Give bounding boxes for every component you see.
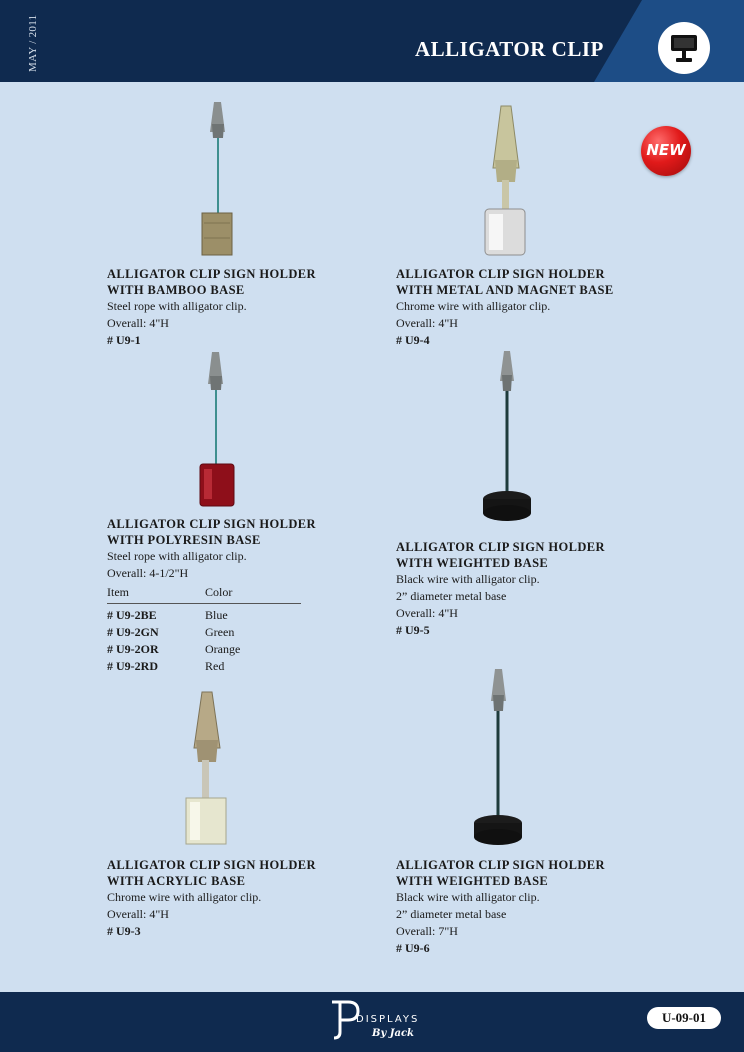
page-title: ALLIGATOR CLIP	[415, 37, 604, 61]
product-title: ALLIGATOR CLIP SIGN HOLDER WITH WEIGHTED BASE	[396, 858, 605, 888]
col-item-header: Item	[107, 585, 129, 599]
product-description: Steel rope with alligator clip.	[107, 549, 247, 563]
product-title: ALLIGATOR CLIP SIGN HOLDER WITH BAMBOO BASE	[107, 267, 316, 297]
product-u9-1	[107, 267, 316, 349]
table-row	[107, 624, 301, 641]
table-row	[107, 607, 301, 624]
product-title: ALLIGATOR CLIP SIGN HOLDER WITH METAL AND MAGNET BASE	[396, 267, 614, 297]
variant-color: Blue	[205, 608, 228, 622]
product-u9-5	[396, 540, 605, 639]
product-description: Black wire with alligator clip.	[396, 572, 540, 586]
product-image-weighted-7in	[468, 665, 528, 855]
table-row	[107, 658, 301, 675]
new-badge	[641, 126, 691, 176]
product-base-size: 2” diameter metal base	[396, 589, 507, 603]
product-size: Overall: 4"H	[396, 316, 458, 330]
page-footer	[0, 992, 744, 1052]
brand-logo	[326, 994, 426, 1044]
product-size: Overall: 4"H	[396, 606, 458, 620]
product-description: Black wire with alligator clip.	[396, 890, 540, 904]
product-code: # U9-1	[107, 333, 141, 347]
product-u9-4	[396, 267, 614, 349]
col-color-header: Color	[205, 585, 233, 599]
product-title: ALLIGATOR CLIP SIGN HOLDER WITH WEIGHTED BASE	[396, 540, 605, 570]
variant-table-header	[107, 584, 301, 604]
product-code: # U9-6	[396, 941, 430, 955]
product-u9-3	[107, 858, 316, 940]
product-base-size: 2” diameter metal base	[396, 907, 507, 921]
product-size: Overall: 7"H	[396, 924, 458, 938]
variant-code: # U9-2GN	[107, 625, 159, 639]
product-size: Overall: 4"H	[107, 907, 169, 921]
logo-text: DISPLAYS	[356, 1014, 420, 1025]
product-code: # U9-4	[396, 333, 430, 347]
product-title: ALLIGATOR CLIP SIGN HOLDER WITH ACRYLIC BASE	[107, 858, 316, 888]
product-title: ALLIGATOR CLIP SIGN HOLDER WITH POLYRESIN BASE	[107, 517, 316, 547]
product-image-metal-magnet	[475, 104, 535, 264]
product-description: Steel rope with alligator clip.	[107, 299, 247, 313]
variant-code: # U9-2RD	[107, 659, 158, 673]
product-size: Overall: 4-1/2"H	[107, 566, 189, 580]
product-image-bamboo	[190, 98, 245, 258]
product-u9-2	[107, 517, 316, 675]
table-row	[107, 641, 301, 658]
product-image-polyresin	[188, 348, 248, 510]
page-header	[0, 0, 744, 82]
product-image-weighted-4in	[478, 347, 538, 537]
product-description: Chrome wire with alligator clip.	[396, 299, 551, 313]
page-number: U-09-01	[647, 1007, 721, 1029]
variant-color: Red	[205, 659, 225, 673]
product-size: Overall: 4"H	[107, 316, 169, 330]
logo-subtext: By Jack	[372, 1028, 414, 1039]
variant-color: Green	[205, 625, 235, 639]
variant-color: Orange	[205, 642, 241, 656]
product-image-acrylic	[180, 690, 240, 850]
variant-table	[107, 584, 301, 675]
variant-code: # U9-2OR	[107, 642, 159, 656]
publish-date: MAY / 2011	[27, 14, 39, 72]
product-code: # U9-5	[396, 623, 430, 637]
product-description: Chrome wire with alligator clip.	[107, 890, 262, 904]
product-code: # U9-3	[107, 924, 141, 938]
variant-code: # U9-2BE	[107, 608, 157, 622]
new-badge-label: NEW	[646, 141, 686, 159]
product-u9-6	[396, 858, 605, 957]
sign-holder-icon	[658, 22, 710, 74]
